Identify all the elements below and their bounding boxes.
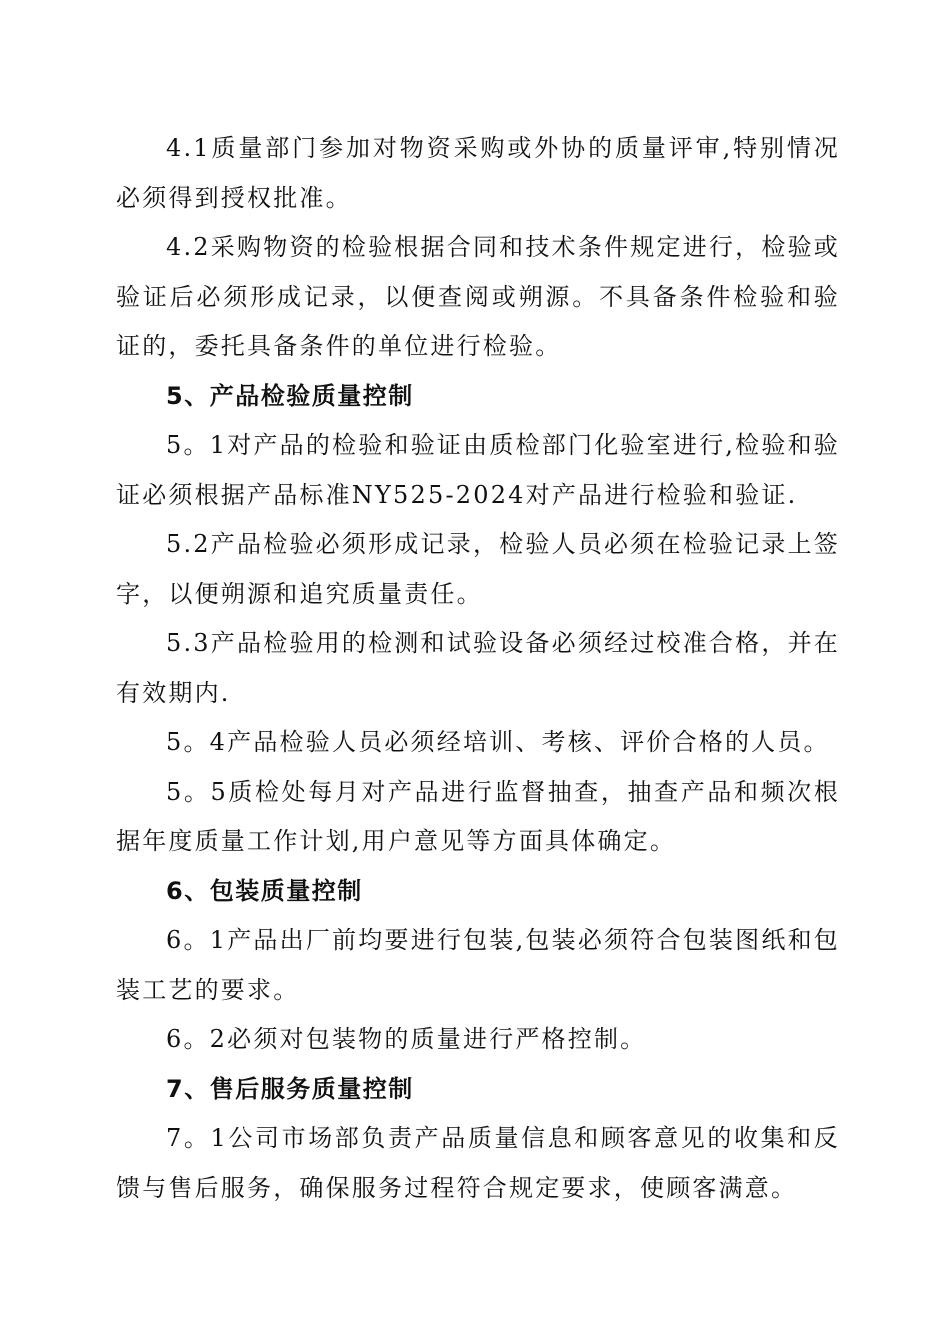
document-body [116, 124, 840, 1213]
paragraph-5-3: 5.3产品检验用的检测和试验设备必须经过校准合格，并在有效期内. [116, 629, 840, 707]
paragraph-4-2: 4.2采购物资的检验根据合同和技术条件规定进行，检验或验证后必须形成记录，以便查阅或朔源。不具备条件检验和验证的，委托具备条件的单位进行检验。 [116, 233, 840, 360]
paragraph-5-1: 5。1对产品的检验和验证由质检部门化验室进行,检验和验证必须根据产品标准NY525-2024对产品进行检验和验证. [116, 431, 840, 509]
section-heading-7: 7、售后服务质量控制 [166, 1074, 414, 1103]
paragraph-5-5: 5。5质检处每月对产品进行监督抽查，抽查产品和频次根据年度质量工作计划,用户意见等方面具体确定。 [116, 777, 840, 855]
paragraph-4-1: 4.1质量部门参加对物资采购或外协的质量评审,特别情况必须得到授权批准。 [116, 134, 840, 212]
paragraph-6-2: 6。2必须对包装物的质量进行严格控制。 [166, 1025, 647, 1053]
paragraph-6-1: 6。1产品出厂前均要进行包装,包装必须符合包装图纸和包装工艺的要求。 [116, 926, 840, 1004]
paragraph-5-2: 5.2产品检验必须形成记录，检验人员必须在检验记录上签字，以便朔源和追究质量责任。 [116, 530, 840, 608]
paragraph-5-4: 5。4产品检验人员必须经培训、考核、评价合格的人员。 [166, 728, 830, 756]
section-heading-5: 5、产品检验质量控制 [166, 381, 414, 410]
section-heading-6: 6、包装质量控制 [166, 876, 363, 905]
paragraph-7-1: 7。1公司市场部负责产品质量信息和顾客意见的收集和反馈与售后服务，确保服务过程符合规定要求，使顾客满意。 [116, 1124, 840, 1202]
